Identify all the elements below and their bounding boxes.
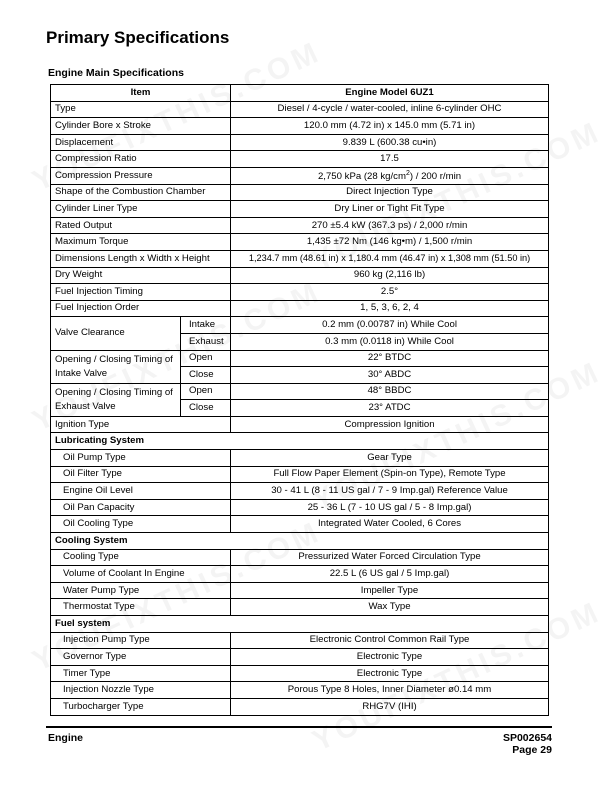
value-text: ) / 200 r/min — [409, 170, 462, 182]
open-label: Open — [181, 383, 231, 400]
row-label: Turbocharger Type — [51, 698, 231, 715]
row-label: Dry Weight — [51, 267, 231, 284]
row-value: 1,435 ±72 Nm (146 kg•m) / 1,500 r/min — [231, 234, 549, 251]
section-cooling: Cooling System — [51, 533, 549, 550]
close-label: Close — [181, 400, 231, 417]
row-label: Governor Type — [51, 649, 231, 666]
table-header-row — [51, 85, 549, 102]
intake-value: 0.2 mm (0.00787 in) While Cool — [231, 317, 549, 334]
table-row — [51, 167, 549, 184]
table-row — [51, 632, 549, 649]
row-value: 1, 5, 3, 6, 2, 4 — [231, 300, 549, 317]
table-row — [51, 466, 549, 483]
section-row — [51, 433, 549, 450]
row-label: Cooling Type — [51, 549, 231, 566]
row-label: Oil Filter Type — [51, 466, 231, 483]
row-value: Full Flow Paper Element (Spin-on Type), Remote Type — [231, 466, 549, 483]
table-row — [51, 184, 549, 201]
footer-divider — [46, 726, 552, 728]
table-row — [51, 416, 549, 433]
table-row — [51, 682, 549, 699]
page-title: Primary Specifications — [46, 28, 230, 47]
table-row — [51, 383, 549, 400]
table-row — [51, 582, 549, 599]
header-item: Item — [51, 85, 231, 102]
row-value: Compression Ignition — [231, 416, 549, 433]
footer-section-name: Engine — [48, 732, 84, 744]
row-label: Dimensions Length x Width x Height — [51, 250, 231, 267]
row-label: Cylinder Liner Type — [51, 201, 231, 218]
row-value: 2.5° — [231, 284, 549, 301]
row-label: Fuel Injection Order — [51, 300, 231, 317]
row-value: Porous Type 8 Holes, Inner Diameter ø0.14 mm — [231, 682, 549, 699]
close-label: Close — [181, 367, 231, 384]
row-value: Diesel / 4-cycle / water-cooled, inline 6-cylinder OHC — [231, 101, 549, 118]
table-row — [51, 201, 549, 218]
row-value: 25 - 36 L (7 - 10 US gal / 5 - 8 Imp.gal) — [231, 499, 549, 516]
row-value: Electronic Type — [231, 649, 549, 666]
section-row — [51, 533, 549, 550]
close-value: 30° ABDC — [231, 367, 549, 384]
row-value: RHG7V (IHI) — [231, 698, 549, 715]
row-label: Ignition Type — [51, 416, 231, 433]
row-label: Volume of Coolant In Engine — [51, 566, 231, 583]
row-label: Compression Pressure — [51, 167, 231, 184]
row-label: Oil Pump Type — [51, 450, 231, 467]
exhaust-value: 0.3 mm (0.0118 in) While Cool — [231, 333, 549, 350]
table-row — [51, 151, 549, 168]
table-row — [51, 317, 549, 334]
exhaust-timing-label: Opening / Closing Timing of Exhaust Valve — [51, 383, 181, 416]
table-row — [51, 483, 549, 500]
row-label: Fuel Injection Timing — [51, 284, 231, 301]
open-value: 48° BBDC — [231, 383, 549, 400]
row-value: 270 ±5.4 kW (367.3 ps) / 2,000 r/min — [231, 217, 549, 234]
row-label: Maximum Torque — [51, 234, 231, 251]
row-label: Rated Output — [51, 217, 231, 234]
row-value: Dry Liner or Tight Fit Type — [231, 201, 549, 218]
row-label: Oil Cooling Type — [51, 516, 231, 533]
row-value: Electronic Type — [231, 665, 549, 682]
table-row — [51, 649, 549, 666]
table-row — [51, 516, 549, 533]
row-value: Wax Type — [231, 599, 549, 616]
table-row — [51, 665, 549, 682]
open-value: 22° BTDC — [231, 350, 549, 367]
table-row — [51, 549, 549, 566]
section-fuel: Fuel system — [51, 616, 549, 633]
row-value: Electronic Control Common Rail Type — [231, 632, 549, 649]
spec-table — [50, 84, 549, 716]
close-value: 23° ATDC — [231, 400, 549, 417]
row-value: Gear Type — [231, 450, 549, 467]
row-value — [231, 167, 549, 184]
row-label: Oil Pan Capacity — [51, 499, 231, 516]
row-value: 22.5 L (6 US gal / 5 Imp.gal) — [231, 566, 549, 583]
table-row — [51, 234, 549, 251]
row-label: Compression Ratio — [51, 151, 231, 168]
table-row — [51, 499, 549, 516]
footer-page-number: Page 29 — [512, 744, 552, 756]
footer-page-info — [503, 732, 552, 756]
row-value: 1,234.7 mm (48.61 in) x 1,180.4 mm (46.47 in) x 1,308 mm (51.50 in) — [231, 250, 549, 267]
table-row — [51, 267, 549, 284]
footer-doc-id: SP002654 — [502, 732, 552, 744]
intake-label: Intake — [181, 317, 231, 334]
table-row — [51, 250, 549, 267]
row-label: Water Pump Type — [51, 582, 231, 599]
valve-clearance-label: Valve Clearance — [51, 317, 181, 350]
row-value: 17.5 — [231, 151, 549, 168]
table-row — [51, 350, 549, 367]
row-value: Direct Injection Type — [231, 184, 549, 201]
superscript: 2 — [405, 169, 410, 177]
row-value: Pressurized Water Forced Circulation Type — [231, 549, 549, 566]
section-row — [51, 616, 549, 633]
table-row — [51, 566, 549, 583]
table-row — [51, 101, 549, 118]
table-row — [51, 134, 549, 151]
table-row — [51, 217, 549, 234]
table-row — [51, 284, 549, 301]
row-label: Engine Oil Level — [51, 483, 231, 500]
value-text: 2,750 kPa (28 kg/cm — [317, 170, 406, 182]
table-row — [51, 300, 549, 317]
row-label: Injection Nozzle Type — [51, 682, 231, 699]
row-value: 120.0 mm (4.72 in) x 145.0 mm (5.71 in) — [231, 118, 549, 135]
intake-timing-label: Opening / Closing Timing of Intake Valve — [51, 350, 181, 383]
row-value: Integrated Water Cooled, 6 Cores — [231, 516, 549, 533]
row-value: 9.839 L (600.38 cu•in) — [231, 134, 549, 151]
row-label: Type — [51, 101, 231, 118]
exhaust-label: Exhaust — [181, 333, 231, 350]
table-row — [51, 599, 549, 616]
header-engine-model: Engine Model 6UZ1 — [231, 85, 549, 102]
row-label: Cylinder Bore x Stroke — [51, 118, 231, 135]
table-row — [51, 450, 549, 467]
section-lubricating: Lubricating System — [51, 433, 549, 450]
row-label: Displacement — [51, 134, 231, 151]
section-title: Engine Main Specifications — [48, 67, 184, 79]
row-label: Timer Type — [51, 665, 231, 682]
row-label: Shape of the Combustion Chamber — [51, 184, 231, 201]
row-label: Injection Pump Type — [51, 632, 231, 649]
table-row — [51, 118, 549, 135]
row-value: 960 kg (2,116 lb) — [231, 267, 549, 284]
table-row — [51, 698, 549, 715]
row-value: 30 - 41 L (8 - 11 US gal / 7 - 9 Imp.gal) Reference Value — [231, 483, 549, 500]
row-value: Impeller Type — [231, 582, 549, 599]
open-label: Open — [181, 350, 231, 367]
row-label: Thermostat Type — [51, 599, 231, 616]
